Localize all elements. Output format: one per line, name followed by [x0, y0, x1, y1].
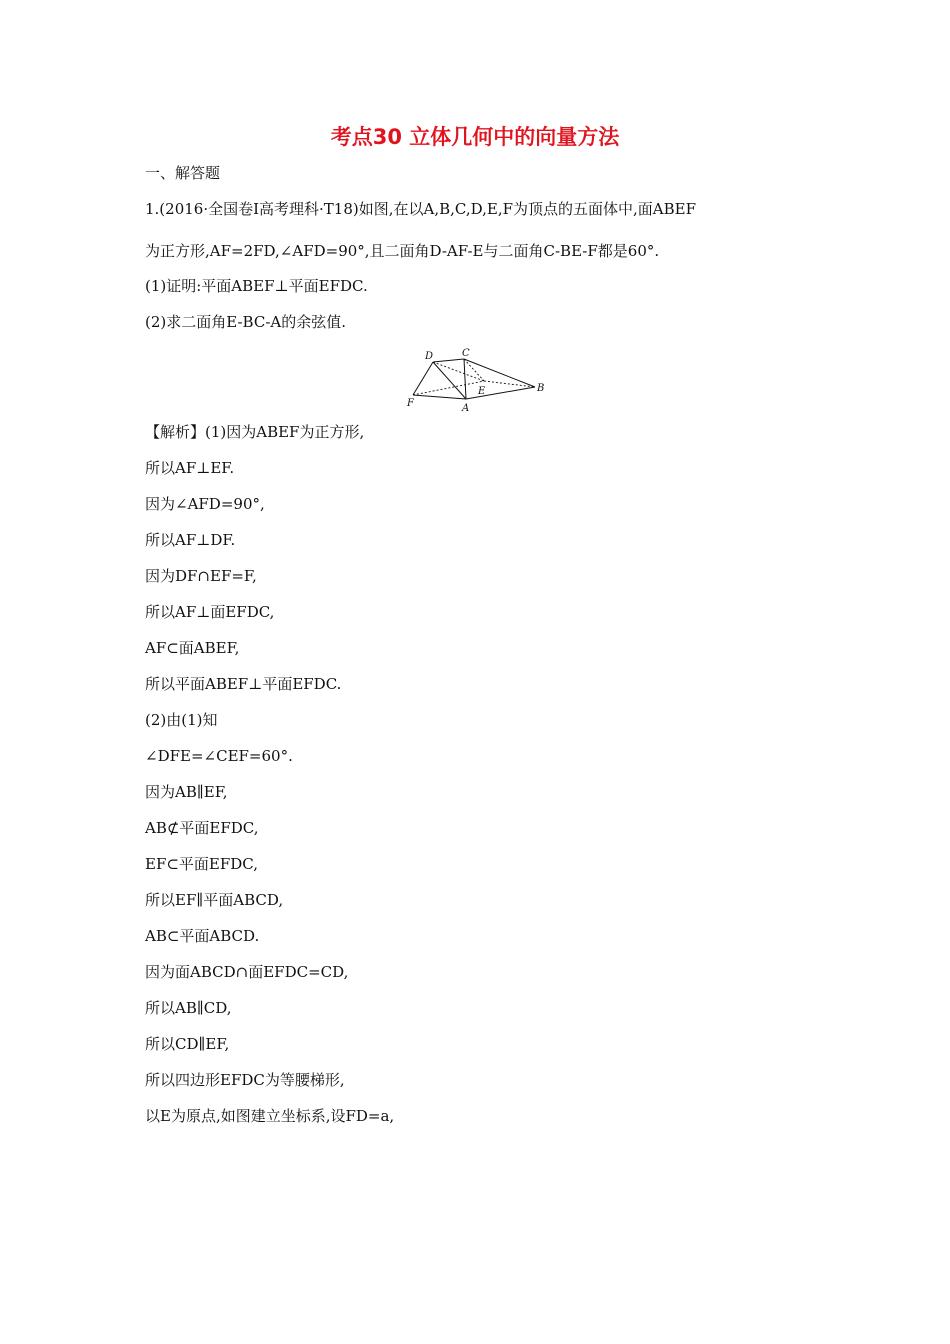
- solution-line: 因为面ABCD∩面EFDC=CD,: [145, 963, 349, 981]
- solution-line: AB⊂平面ABCD.: [145, 927, 260, 945]
- solution-line: 所以AB∥CD,: [145, 999, 232, 1017]
- edge-FE: [413, 381, 484, 395]
- solution-line: 所以AF⊥EF.: [145, 459, 235, 477]
- page-title: 考点30 立体几何中的向量方法: [330, 125, 620, 149]
- edge-CE: [464, 359, 484, 381]
- section-heading: 一、解答题: [145, 164, 221, 182]
- edge-FA: [413, 395, 466, 399]
- edge-CB: [464, 359, 535, 387]
- edge-DE: [433, 362, 484, 381]
- edge-DF: [413, 362, 433, 395]
- solution-line: 所以AF⊥DF.: [145, 531, 236, 549]
- problem-part-2: (2)求二面角E-BC-A的余弦值.: [145, 313, 346, 331]
- solution-line: 所以CD∥EF,: [145, 1035, 230, 1053]
- label-E: E: [478, 386, 486, 397]
- pentahedron-figure: [402, 346, 552, 414]
- solution-line: (2)由(1)知: [145, 711, 218, 729]
- solution-line: 所以四边形EFDC为等腰梯形,: [145, 1071, 345, 1089]
- solution-line: AF⊂面ABEF,: [145, 639, 240, 657]
- edge-DC: [433, 359, 464, 362]
- edge-AB: [466, 387, 535, 399]
- problem-statement-line-1: 1.(2016·全国卷Ⅰ高考理科·T18)如图,在以A,B,C,D,E,F为顶点的五面体中,面ABEF: [145, 200, 696, 218]
- label-B: B: [537, 383, 545, 394]
- solution-line: ∠DFE=∠CEF=60°.: [145, 747, 293, 765]
- solution-line: AB⊄平面EFDC,: [145, 819, 259, 837]
- solution-line: 所以EF∥平面ABCD,: [145, 891, 284, 909]
- label-A: A: [462, 403, 470, 414]
- edge-DA: [433, 362, 466, 399]
- problem-part-1: (1)证明:平面ABEF⊥平面EFDC.: [145, 277, 368, 295]
- solution-line: EF⊂平面EFDC,: [145, 855, 259, 873]
- label-F: F: [407, 398, 414, 409]
- solution-line: 因为∠AFD=90°,: [145, 495, 265, 513]
- label-D: D: [425, 351, 434, 362]
- solution-line: 【解析】(1)因为ABEF为正方形,: [145, 423, 365, 441]
- solution-line: 以E为原点,如图建立坐标系,设FD=a,: [145, 1107, 395, 1125]
- solution-line: 所以AF⊥面EFDC,: [145, 603, 275, 621]
- edge-CA: [464, 359, 466, 399]
- problem-statement-line-2: 为正方形,AF=2FD,∠AFD=90°,且二面角D-AF-E与二面角C-BE-F都是60°.: [145, 242, 660, 260]
- solution-line: 因为AB∥EF,: [145, 783, 228, 801]
- solution-line: 因为DF∩EF=F,: [145, 567, 257, 585]
- solution-line: 所以平面ABEF⊥平面EFDC.: [145, 675, 342, 693]
- label-C: C: [462, 348, 470, 359]
